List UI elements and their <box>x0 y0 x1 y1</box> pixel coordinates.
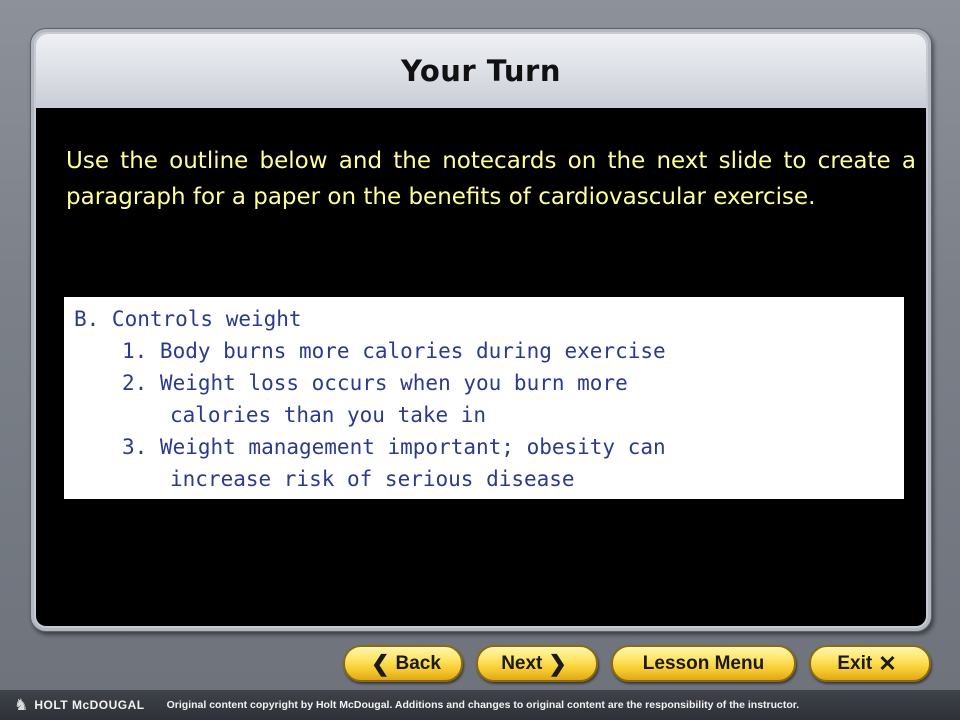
back-button[interactable] <box>343 645 463 682</box>
lesson-menu-button[interactable] <box>611 645 796 682</box>
exit-button[interactable] <box>809 645 931 682</box>
lesson-menu-button-label: Lesson Menu <box>642 652 765 674</box>
outline-item-3-continued: increase risk of serious disease <box>170 467 575 491</box>
outline-box <box>64 297 904 499</box>
slide-title: Your Turn <box>401 54 561 88</box>
next-button-label: Next <box>501 652 543 674</box>
horse-logo-icon: ♞ <box>14 697 29 714</box>
outline-item-2-continued: calories than you take in <box>170 403 487 427</box>
footer-bar <box>0 690 960 720</box>
outline-item-3: 3. Weight management important; obesity can <box>122 435 666 459</box>
exit-button-label: Exit <box>837 652 873 674</box>
publisher-logo <box>14 695 167 715</box>
chevron-left-icon: ❮ <box>371 650 390 676</box>
copyright-notice: Original content copyright by Holt McDougal. Additions and changes to original content are the responsibility of the instructor. <box>166 699 800 711</box>
outline-item-1: 1. Body burns more calories during exercise <box>122 339 666 363</box>
outline-item-2: 2. Weight loss occurs when you burn more <box>122 371 628 395</box>
instructions-text: Use the outline below and the notecards on the next slide to create a paragraph for a paper on the benefits of cardiovascular exercise. <box>66 148 916 210</box>
chevron-right-icon: ❯ <box>548 650 567 676</box>
close-icon: ✕ <box>878 650 897 676</box>
brand-name: HOLT McDOUGAL <box>34 698 145 712</box>
outline-heading: B. Controls weight <box>74 307 302 331</box>
back-button-label: Back <box>395 652 441 674</box>
next-button[interactable] <box>476 645 598 682</box>
